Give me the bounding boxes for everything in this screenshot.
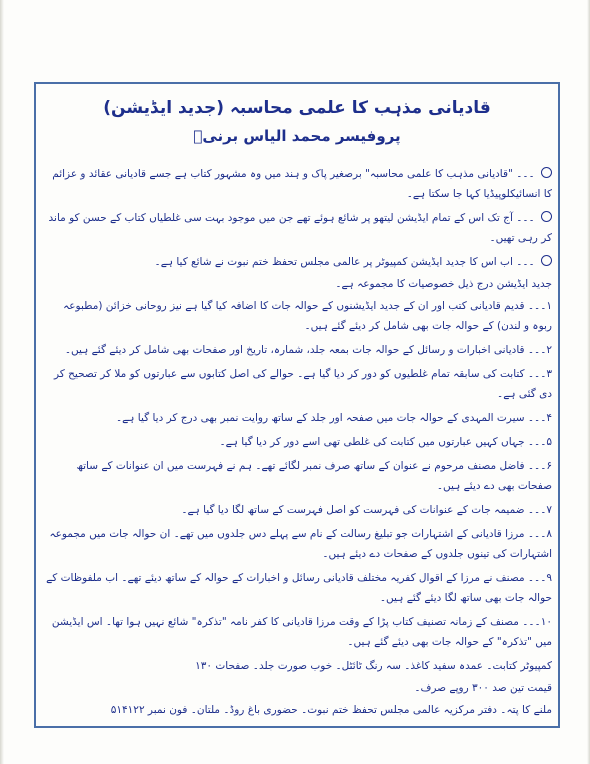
intro-text: ۔۔۔ "قادیانی مذہب کا علمی محاسبہ" برصغیر پاک و ہند میں وہ مشہور کتاب ہے جسے قادیانی عقائد و عزائم کا انسائیکلوپیڈیا کہا جا سکتا ہے۔ bbox=[52, 168, 552, 200]
feature-item: ۷۔۔۔ ضمیمہ جات کے عنوانات کی فہرست کو اصل فہرست کے ساتھ لگا دیا گیا ہے۔ bbox=[181, 504, 552, 516]
circle-bullet-icon bbox=[541, 167, 552, 178]
intro-paragraph bbox=[42, 164, 552, 204]
intro-text: ۔۔۔ اب اس کا جدید ایڈیشن کمپیوٹر پر عالمی مجلس تحفظ ختم نبوت نے شائع کیا ہے۔ bbox=[154, 256, 535, 268]
feature-item: ۶۔۔۔ فاضل مصنف مرحوم نے عنوان کے ساتھ صرف نمبر لگائے تھے۔ ہم نے فہرست میں ان عنوانات کے ساتھ صفحات بھی دے دیئے ہیں۔ bbox=[76, 460, 552, 492]
feature-item: ۲۔۔۔ قادیانی اخبارات و رسائل کے حوالہ جات بمعہ جلد، شمارہ، تاریخ اور صفحات بھی شامل کر دیئے گئے ہیں۔ bbox=[64, 344, 552, 356]
contact-address: ملنے کا پتہ۔ دفتر مرکزیہ عالمی مجلس تحفظ ختم نبوت۔ حضوری باغ روڈ۔ ملتان۔ فون نمبر ۵۱۴۱۲۲ bbox=[110, 704, 552, 716]
features-heading: جدید ایڈیشن درج ذیل خصوصیات کا مجموعہ ہے۔ bbox=[335, 278, 552, 290]
page-edge-left bbox=[0, 0, 4, 764]
intro-paragraph bbox=[42, 208, 552, 248]
book-specs: کمپیوٹر کتابت۔ عمدہ سفید کاغذ۔ سہ رنگ ٹائٹل۔ خوب صورت جلد۔ صفحات ۱۳۰ bbox=[195, 660, 552, 672]
circle-bullet-icon bbox=[541, 255, 552, 266]
feature-item: ۴۔۔۔ سیرت المہدی کے حوالہ جات میں صفحہ اور جلد کے ساتھ روایت نمبر بھی درج کر دیا گیا ہے۔ bbox=[115, 412, 552, 424]
book-price: قیمت تین صد ۳۰۰ روپے صرف۔ bbox=[414, 682, 552, 694]
document-content bbox=[42, 84, 552, 722]
circle-bullet-icon bbox=[541, 211, 552, 222]
feature-item: ۵۔۔۔ جہاں کہیں عبارتوں میں کتابت کی غلطی تھی اسے دور کر دیا گیا ہے۔ bbox=[219, 436, 552, 448]
feature-item: ۱۔۔۔ قدیم قادیانی کتب اور ان کے جدید ایڈیشنوں کے حوالہ جات کا اضافہ کیا گیا ہے نیز روحانی خزائن (مطبوعہ ربوہ و لندن) کے حوالہ جات بھی شامل کر دیئے گئے ہیں۔ bbox=[63, 300, 552, 332]
feature-item: ۹۔۔۔ مصنف نے مرزا کے اقوال کفریہ مختلف قادیانی رسائل و اخبارات کے حوالہ کے ساتھ دیئے تھے۔ اب ملفوظات کے حوالہ جات بھی ساتھ لگا دیئے گئے ہیں۔ bbox=[46, 572, 552, 604]
document-title: قادیانی مذہب کا علمی محاسبہ (جدید ایڈیشن) bbox=[103, 98, 491, 118]
document-author: پروفیسر محمد الیاس برنیؒ bbox=[193, 127, 401, 145]
feature-item: ۸۔۔۔ مرزا قادیانی کے اشتہارات جو تبلیغ رسالت کے نام سے پہلے دس جلدوں میں تھے۔ ان حوالہ جات میں مجموعہ اشتہارات کی تینوں جلدوں کے صفحات دے دیئے ہیں۔ bbox=[49, 528, 552, 560]
intro-paragraph bbox=[42, 252, 552, 272]
feature-item: ۳۔۔۔ کتابت کی سابقہ تمام غلطیوں کو دور کر دیا گیا ہے۔ حوالے کی اصل کتابوں سے عبارتوں کو ملا کر تصحیح کر دی گئی ہے۔ bbox=[54, 368, 552, 400]
feature-item: ۱۰۔۔۔ مصنف کے زمانہ تصنیف کتاب پڑا کے وقت مرزا قادیانی کا کفر نامہ "تذکرہ" شائع نہیں ہوا تھا۔ اس ایڈیشن میں "تذکرہ" کے حوالہ جات بھی دیئے گئے ہیں۔ bbox=[51, 616, 552, 648]
intro-text: ۔۔۔ آج تک اس کے تمام ایڈیشن لیتھو پر شائع ہوئے تھے جن میں موجود بہت سی غلطیاں کتاب کے حسن کو ماند کر رہی تھیں۔ bbox=[48, 212, 552, 244]
